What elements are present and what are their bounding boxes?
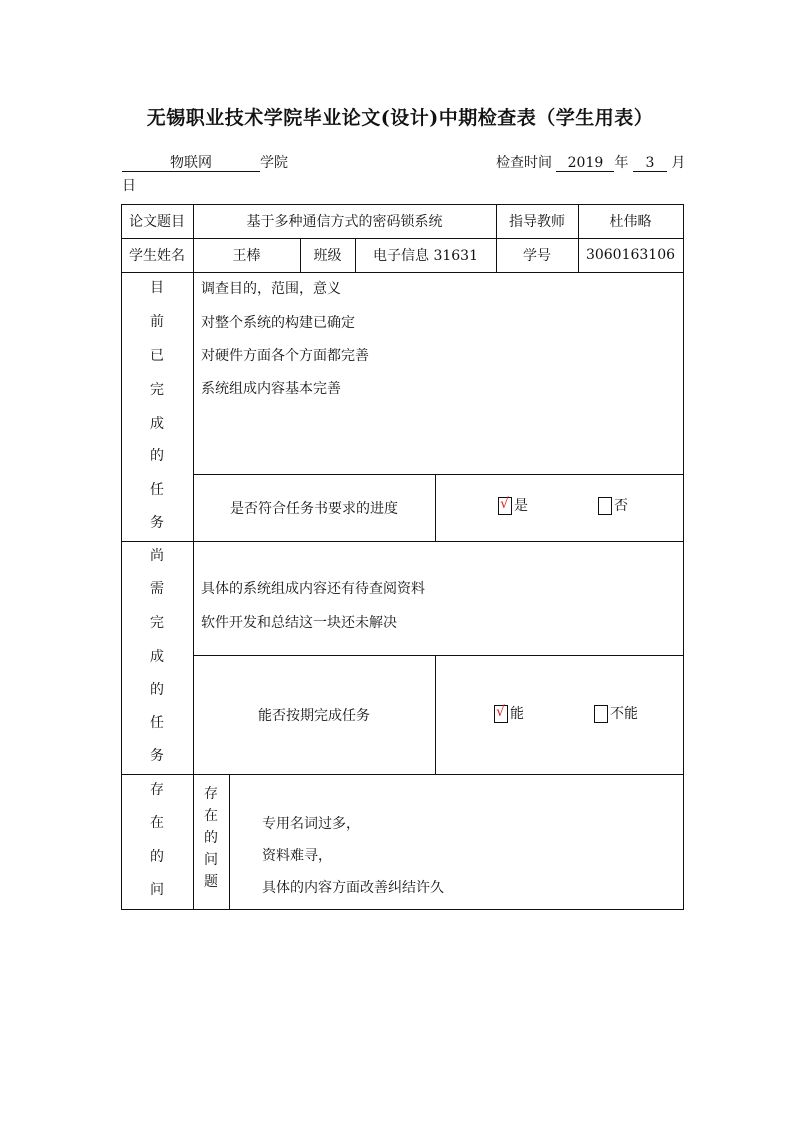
progress-no-option[interactable]: 否 <box>598 495 628 515</box>
student-id: 3060163106 <box>585 247 676 263</box>
thesis-title: 基于多种通信方式的密码锁系统 <box>246 214 443 230</box>
problem-item: 专用名词过多， <box>262 816 360 832</box>
schedule-yes-option[interactable]: √ 能 <box>496 704 524 722</box>
completed-item: 系统组成内容基本完善 <box>201 381 341 397</box>
completed-item: 对硬件方面各个方面都完善 <box>201 348 369 364</box>
month-unit: 月 <box>671 155 686 171</box>
year-unit: 年 <box>614 155 629 171</box>
class-label: 班级 <box>313 248 342 264</box>
class-name: 电子信息 31631 <box>373 248 478 264</box>
progress-yes-option[interactable]: √ 是 <box>500 496 528 514</box>
problem-item: 资料难寻， <box>262 848 332 864</box>
day-unit: 日 <box>122 178 136 194</box>
checkbox-icon[interactable] <box>498 497 512 515</box>
check-mark-icon: √ <box>500 496 509 512</box>
page-title: 无锡职业技术学院毕业论文(设计)中期检查表（学生用表） <box>146 107 654 129</box>
checkbox-icon[interactable] <box>598 497 612 515</box>
check-year: 2019 <box>556 155 614 172</box>
student-id-label: 学号 <box>523 248 551 264</box>
check-mark-icon: √ <box>496 704 505 720</box>
college-field <box>122 152 288 172</box>
advisor-name: 杜伟略 <box>609 214 652 230</box>
thesis-title-label: 论文题目 <box>129 214 185 230</box>
progress-question: 是否符合任务书要求的进度 <box>230 500 398 517</box>
checkbox-icon[interactable] <box>594 705 608 723</box>
checkbox-icon[interactable] <box>494 705 508 723</box>
college-suffix: 学院 <box>260 155 288 171</box>
check-time <box>496 152 685 172</box>
student-name: 王棒 <box>232 248 261 264</box>
student-name-label: 学生姓名 <box>129 248 185 264</box>
completed-item: 对整个系统的构建已确定 <box>201 315 355 331</box>
schedule-question: 能否按期完成任务 <box>258 707 370 724</box>
schedule-no-option[interactable]: 不能 <box>594 703 638 723</box>
check-time-label: 检查时间 <box>496 155 552 171</box>
advisor-label: 指导教师 <box>509 214 565 230</box>
remaining-item: 软件开发和总结这一块还未解决 <box>201 615 397 631</box>
check-month: 3 <box>633 155 667 172</box>
remaining-item: 具体的系统组成内容还有待查阅资料 <box>201 581 425 597</box>
completed-item: 调查目的，范围，意义 <box>201 281 341 297</box>
problem-item: 具体的内容方面改善纠结许久 <box>262 880 444 896</box>
college-name: 物联网 <box>122 155 260 172</box>
